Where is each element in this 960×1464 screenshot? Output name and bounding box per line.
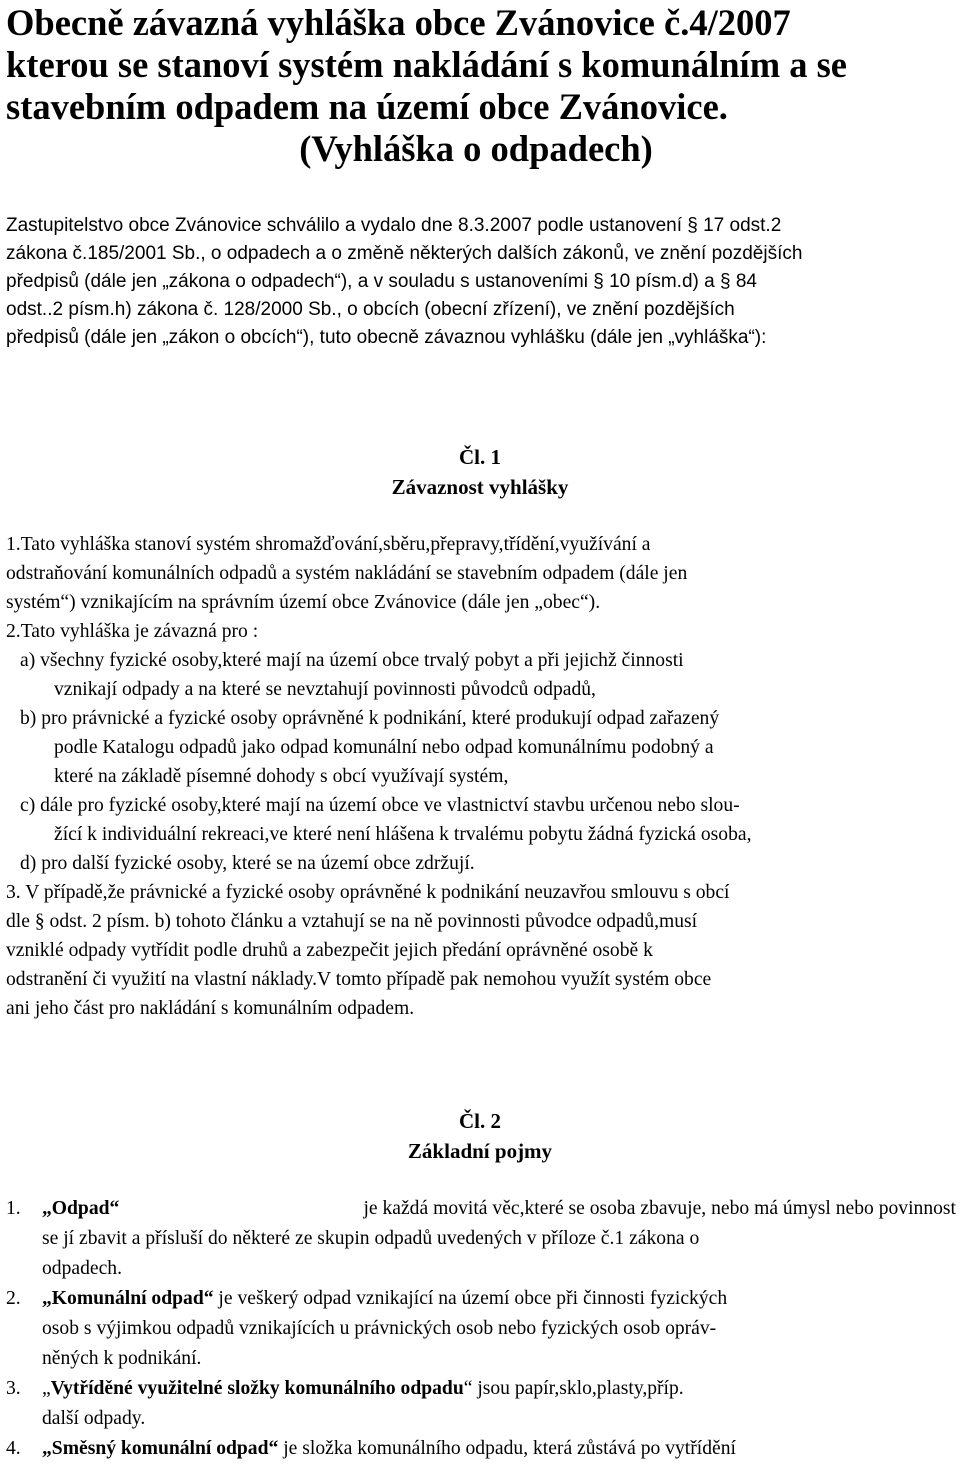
list-item-line: a) všechny fyzické osoby,které mají na území obce trvalý pobyt a při jejichž činnosti [20, 650, 684, 671]
definition-term: Vytříděné využitelné složky komunálního odpadu [50, 1378, 464, 1399]
title-line-3: stavebním odpadem na území obce Zvánovice. [6, 86, 728, 127]
paragraph-line: odstranění či využití na vlastní náklady.V tomto případě pak nemohou využít systém obce [6, 969, 712, 990]
article-2-heading [0, 1106, 960, 1166]
paragraph-line: ani jeho část pro nakládání s komunálním odpadem. [6, 998, 415, 1019]
definition-text: je každá movitá věc,které se osoba zbavuje, nebo má úmysl nebo povinnost [363, 1198, 956, 1219]
title-line-1: Obecně závazná vyhláška obce Zvánovice č.4/2007 [6, 2, 791, 43]
definition-term: „Komunální odpad“ [42, 1288, 214, 1309]
definition-term: „Odpad“ [42, 1198, 120, 1219]
document-title [6, 2, 946, 170]
definition-item [6, 1374, 956, 1434]
definition-item [6, 1194, 956, 1284]
preamble-line: odst..2 písm.h) zákona č. 128/2000 Sb., o obcích (obecní zřízení), ve znění pozdějších [6, 299, 735, 320]
definition-line [42, 1434, 956, 1464]
list-item-line: které na základě písemné dohody s obcí využívají systém, [54, 766, 509, 787]
article-1-body [6, 530, 956, 1023]
definition-item [6, 1284, 956, 1374]
article-title: Základní pojmy [407, 1139, 553, 1163]
definition-term-quote: „ [42, 1378, 51, 1399]
definition-line [42, 1194, 956, 1224]
preamble-line: předpisů (dále jen „zákona o odpadech“), a v souladu s ustanoveními § 10 písm.d) a § 84 [6, 271, 757, 292]
list-item-line: vznikají odpady a na které se nevztahují povinnosti původců odpadů, [54, 679, 596, 700]
article-title: Závaznost vyhlášky [391, 475, 569, 499]
definition-number: 1. [6, 1198, 21, 1219]
definition-number: 2. [6, 1288, 21, 1309]
definition-line: odpadech. [42, 1258, 122, 1279]
list-item-line: d) pro další fyzické osoby, které se na území obce zdržují. [20, 853, 475, 874]
paragraph-line: odstraňování komunálních odpadů a systém nakládání se stavebním odpadem (dále jen [6, 563, 688, 584]
definition-line: něných k podnikání. [42, 1348, 202, 1369]
title-line-2: kterou se stanoví systém nakládání s komunálním a se [6, 44, 847, 85]
list-item-line: žící k individuální rekreaci,ve které není hlášena k trvalému pobytu žádná fyzická osoba, [54, 824, 752, 845]
definition-term: „Směsný komunální odpad“ [42, 1438, 279, 1459]
definition-line [42, 1284, 956, 1314]
definition-line [42, 1374, 956, 1404]
paragraph-line: 1.Tato vyhláška stanoví systém shromažďování,sběru,přepravy,třídění,využívání a [6, 534, 651, 555]
definition-number: 4. [6, 1438, 21, 1459]
paragraph-line: 2.Tato vyhláška je závazná pro : [6, 621, 259, 642]
paragraph-line: 3. V případě,že právnické a fyzické osoby oprávněné k podnikání neuzavřou smlouvu s obcí [6, 882, 730, 903]
preamble-line: předpisů (dále jen „zákon o obcích“), tuto obecně závaznou vyhlášku (dále jen „vyhláška“): [6, 327, 767, 348]
preamble-line: zákona č.185/2001 Sb., o odpadech a o změně některých dalších zákonů, ve znění pozdějších [6, 243, 803, 264]
list-item-line: c) dále pro fyzické osoby,které mají na území obce ve vlastnictví stavbu určenou nebo slou- [20, 795, 740, 816]
article-1-heading [0, 442, 960, 502]
preamble-line: Zastupitelstvo obce Zvánovice schválilo a vydalo dne 8.3.2007 podle ustanovení § 17 odst.2 [6, 215, 782, 236]
definition-text: je veškerý odpad vznikající na území obce při činnosti fyzických [218, 1288, 728, 1309]
definition-text: je složka komunálního odpadu, která zůstává po vytřídění [283, 1438, 736, 1459]
definition-text: “ jsou papír,sklo,plasty,příp. [463, 1378, 684, 1399]
article-number: Čl. 2 [459, 1109, 501, 1133]
article-number: Čl. 1 [459, 445, 501, 469]
paragraph-line: systém“) vznikajícím na správním území obce Zvánovice (dále jen „obec“). [6, 592, 601, 613]
definition-line: se jí zbavit a přísluší do některé ze skupin odpadů uvedených v příloze č.1 zákona o [42, 1228, 700, 1249]
definition-line: osob s výjimkou odpadů vznikajících u právnických osob nebo fyzických osob opráv- [42, 1318, 717, 1339]
list-item-line: podle Katalogu odpadů jako odpad komunální nebo odpad komunálnímu podobný a [54, 737, 714, 758]
definitions-list [6, 1194, 956, 1464]
definition-item [6, 1434, 956, 1464]
preamble [6, 212, 956, 352]
list-item-line: b) pro právnické a fyzické osoby oprávněné k podnikání, které produkují odpad zařazený [20, 708, 720, 729]
paragraph-line: dle § odst. 2 písm. b) tohoto článku a vztahují se na ně povinnosti původce odpadů,musí [6, 911, 698, 932]
title-line-4: (Vyhláška o odpadech) [299, 128, 653, 169]
paragraph-line: vzniklé odpady vytřídit podle druhů a zabezpečit jejich předání oprávněné osobě k [6, 940, 653, 961]
definition-line: další odpady. [42, 1408, 146, 1429]
definition-number: 3. [6, 1378, 21, 1399]
